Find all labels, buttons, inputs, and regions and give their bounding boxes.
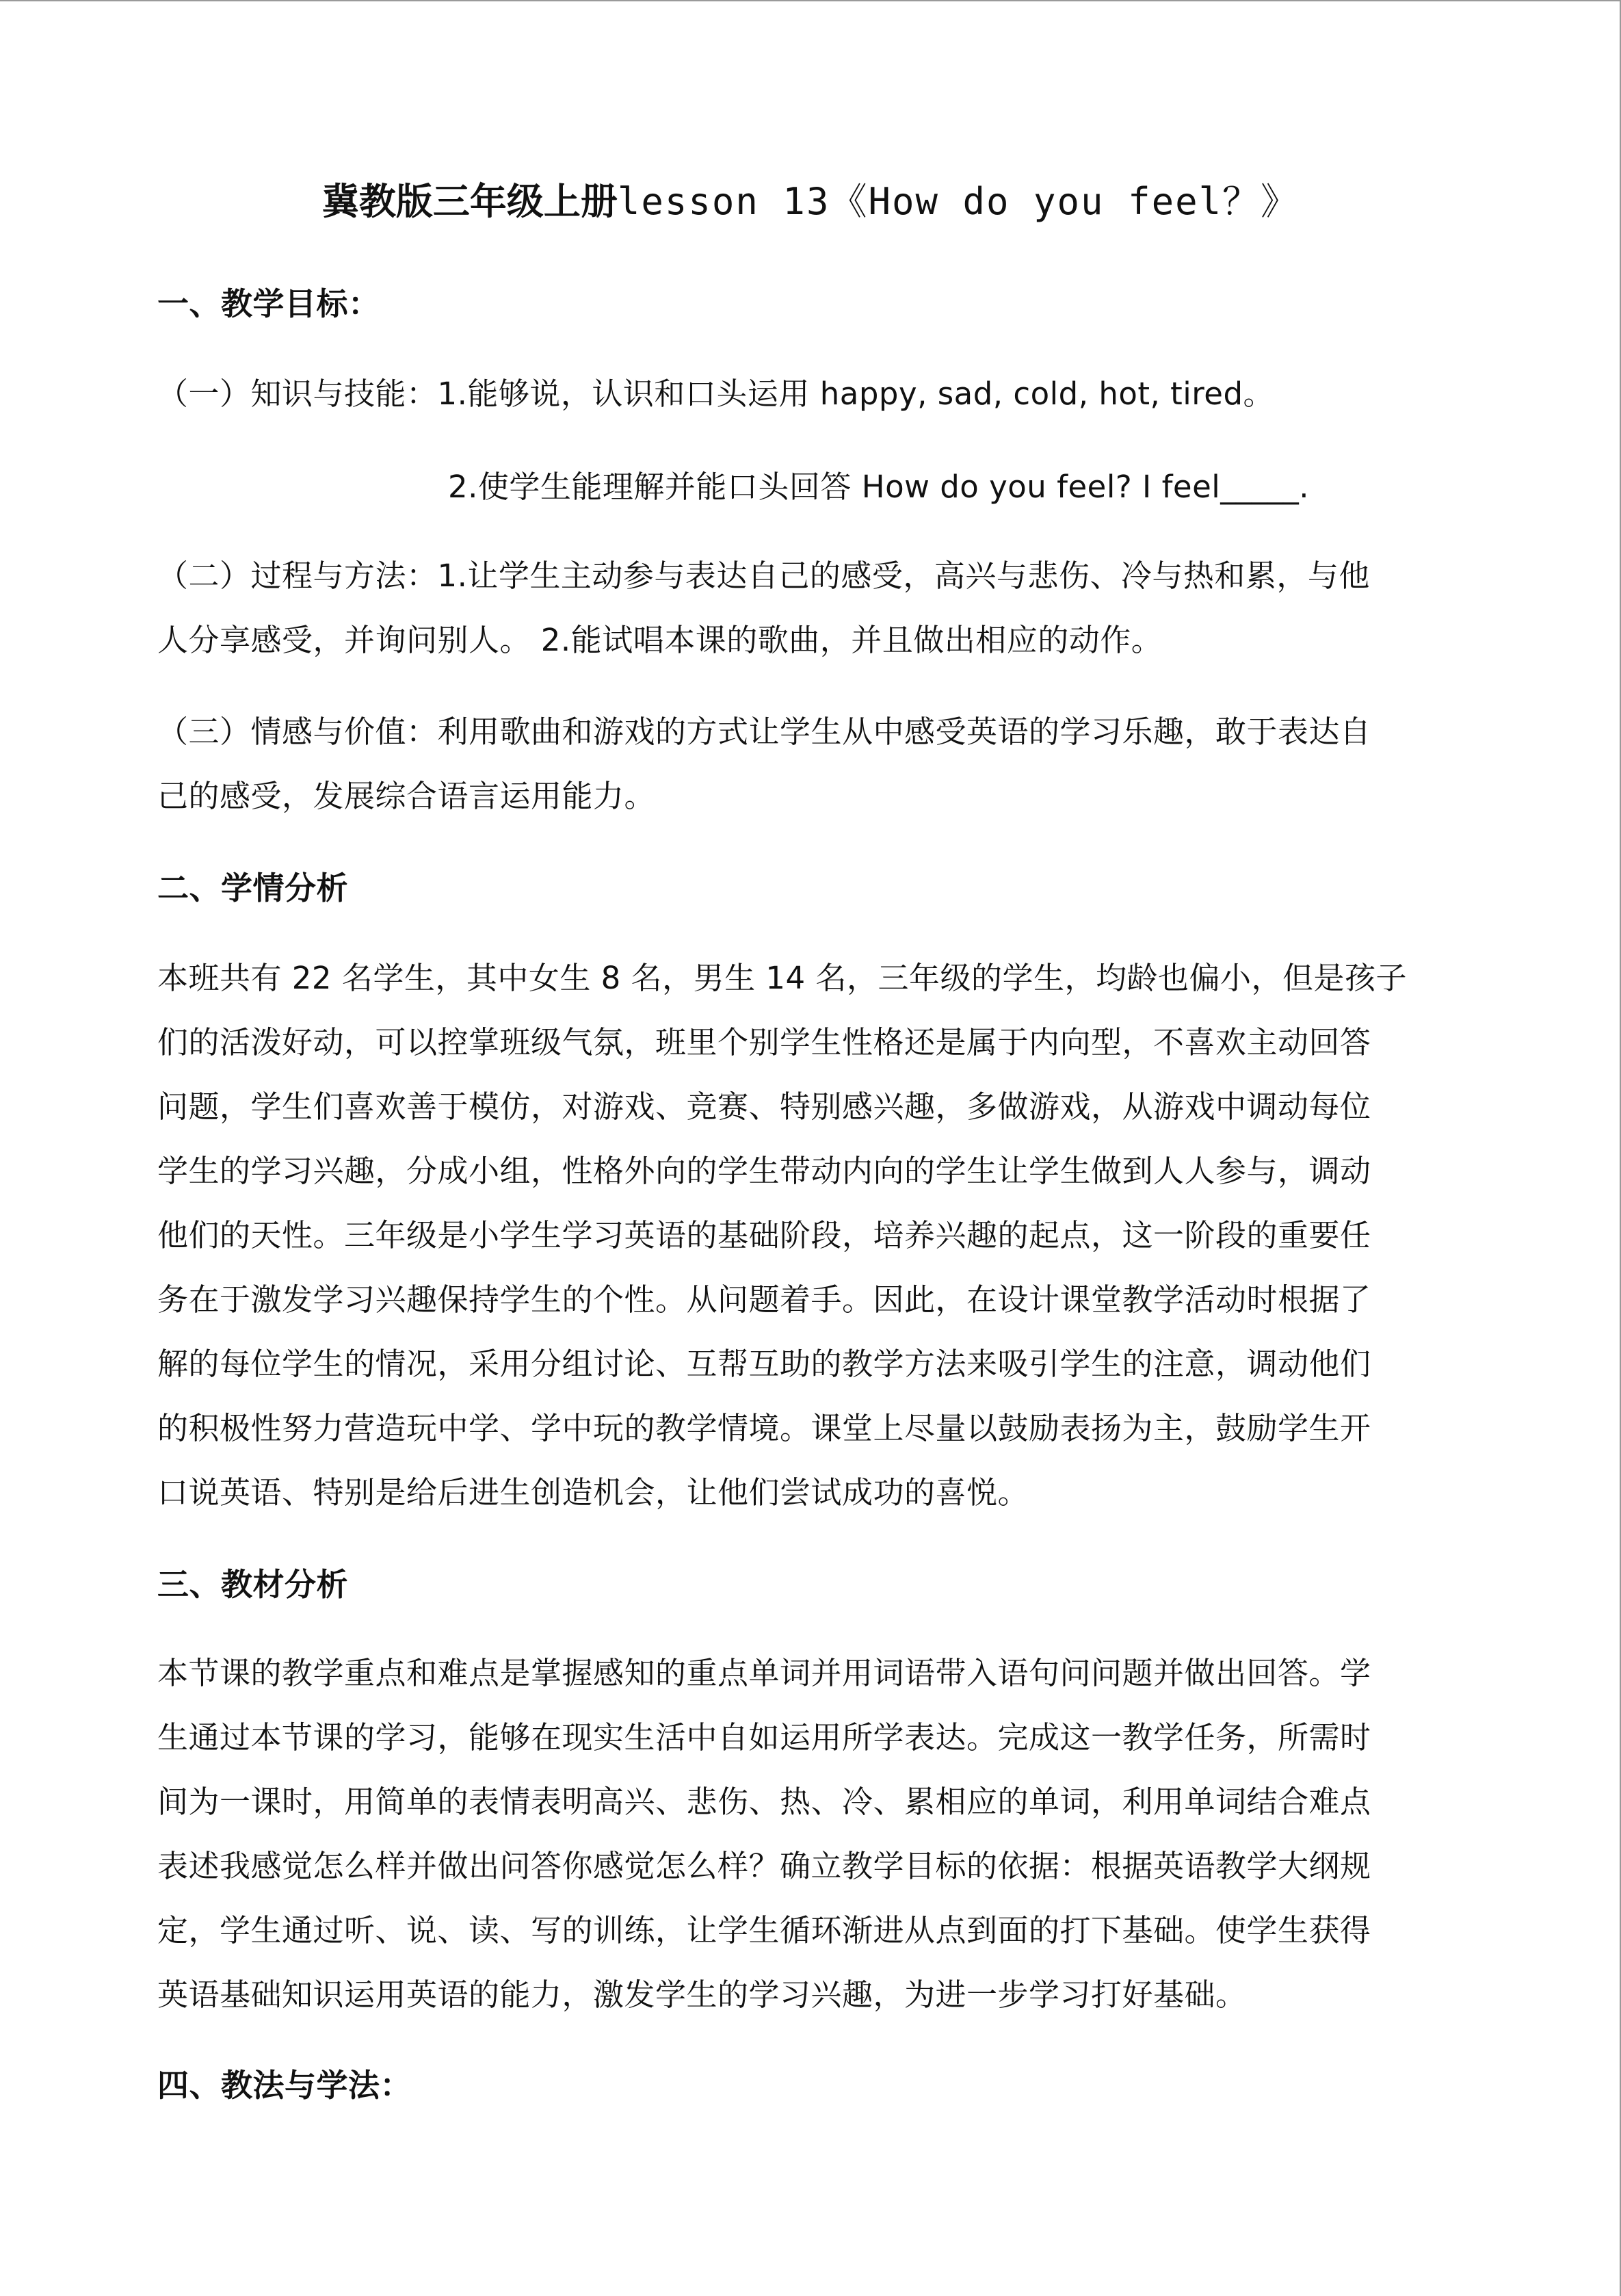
material-line: 定，学生通过听、说、读、写的训练，让学生循环渐进从点到面的打下基础。使学生获得	[157, 1912, 1371, 1948]
process-line-2: 人分享感受，并询问别人。 2.能试唱本课的歌曲，并且做出相应的动作。	[157, 622, 1163, 658]
methods-heading: 四、教法与学法：	[157, 2067, 412, 2104]
learner-line: 务在于激发学习兴趣保持学生的个性。从问题着手。因此，在设计课堂教学活动时根据了	[157, 1281, 1371, 1318]
objectives-heading: 一、教学目标：	[157, 285, 380, 322]
learner-line: 问题，学生们喜欢善于模仿，对游戏、竞赛、特别感兴趣，多做游戏，从游戏中调动每位	[157, 1088, 1371, 1125]
learner-line: 口说英语、特别是给后进生创造机会，让他们尝试成功的喜悦。	[157, 1474, 1029, 1511]
title-prefix: 冀教版三年级上册	[321, 180, 618, 223]
material-line: 生通过本节课的学习，能够在现实生活中自如运用所学表达。完成这一教学任务，所需时	[157, 1719, 1371, 1756]
material-line: 表述我感觉怎么样并做出问答你感觉怎么样？确立教学目标的依据：根据英语教学大纲规	[157, 1848, 1371, 1884]
emotion-line-1: （三）情感与价值：利用歌曲和游戏的方式让学生从中感受英语的学习乐趣，敢于表达自	[157, 714, 1371, 750]
material-line: 英语基础知识运用英语的能力，激发学生的学习兴趣，为进一步学习打好基础。	[157, 1977, 1247, 2013]
process-line-1: （二）过程与方法：1.让学生主动参与表达自己的感受，高兴与悲伤、冷与热和累，与他	[157, 558, 1370, 594]
learner-line: 学生的学习兴趣，分成小组，性格外向的学生带动内向的学生让学生做到人人参与，调动	[157, 1153, 1371, 1189]
learner-line: 们的活泼好动，可以控掌班级气氛，班里个别学生性格还是属于内向型，不喜欢主动回答	[157, 1024, 1371, 1060]
document-title	[0, 178, 1621, 226]
knowledge-line-1: （一）知识与技能：1.能够说，认识和口头运用 happy, sad, cold, hot, tired。	[157, 376, 1275, 412]
learner-line: 他们的天性。三年级是小学生学习英语的基础阶段，培养兴趣的起点，这一阶段的重要任	[157, 1217, 1371, 1253]
learner-line: 本班共有 22 名学生，其中女生 8 名，男生 14 名，三年级的学生，均龄也偏小，但是孩子	[157, 960, 1407, 996]
material-line: 本节课的教学重点和难点是掌握感知的重点单词并用词语带入语句问问题并做出回答。学	[157, 1655, 1371, 1691]
learner-line: 的积极性努力营造玩中学、学中玩的教学情境。课堂上尽量以鼓励表扬为主，鼓励学生开	[157, 1410, 1371, 1446]
material-heading: 三、教材分析	[157, 1566, 348, 1603]
learner-line: 解的每位学生的情况，采用分组讨论、互帮互助的教学方法来吸引学生的注意，调动他们	[157, 1346, 1371, 1382]
knowledge-line-2: 2.使学生能理解并能口头回答 How do you feel? I feel_____.	[448, 469, 1310, 505]
material-line: 间为一课时，用简单的表情表明高兴、悲伤、热、冷、累相应的单词，利用单词结合难点	[157, 1784, 1371, 1820]
title-lesson: lesson 13《How do you feel？》	[617, 180, 1300, 223]
learner-heading: 二、学情分析	[157, 870, 348, 906]
emotion-line-2: 己的感受，发展综合语言运用能力。	[157, 778, 656, 814]
